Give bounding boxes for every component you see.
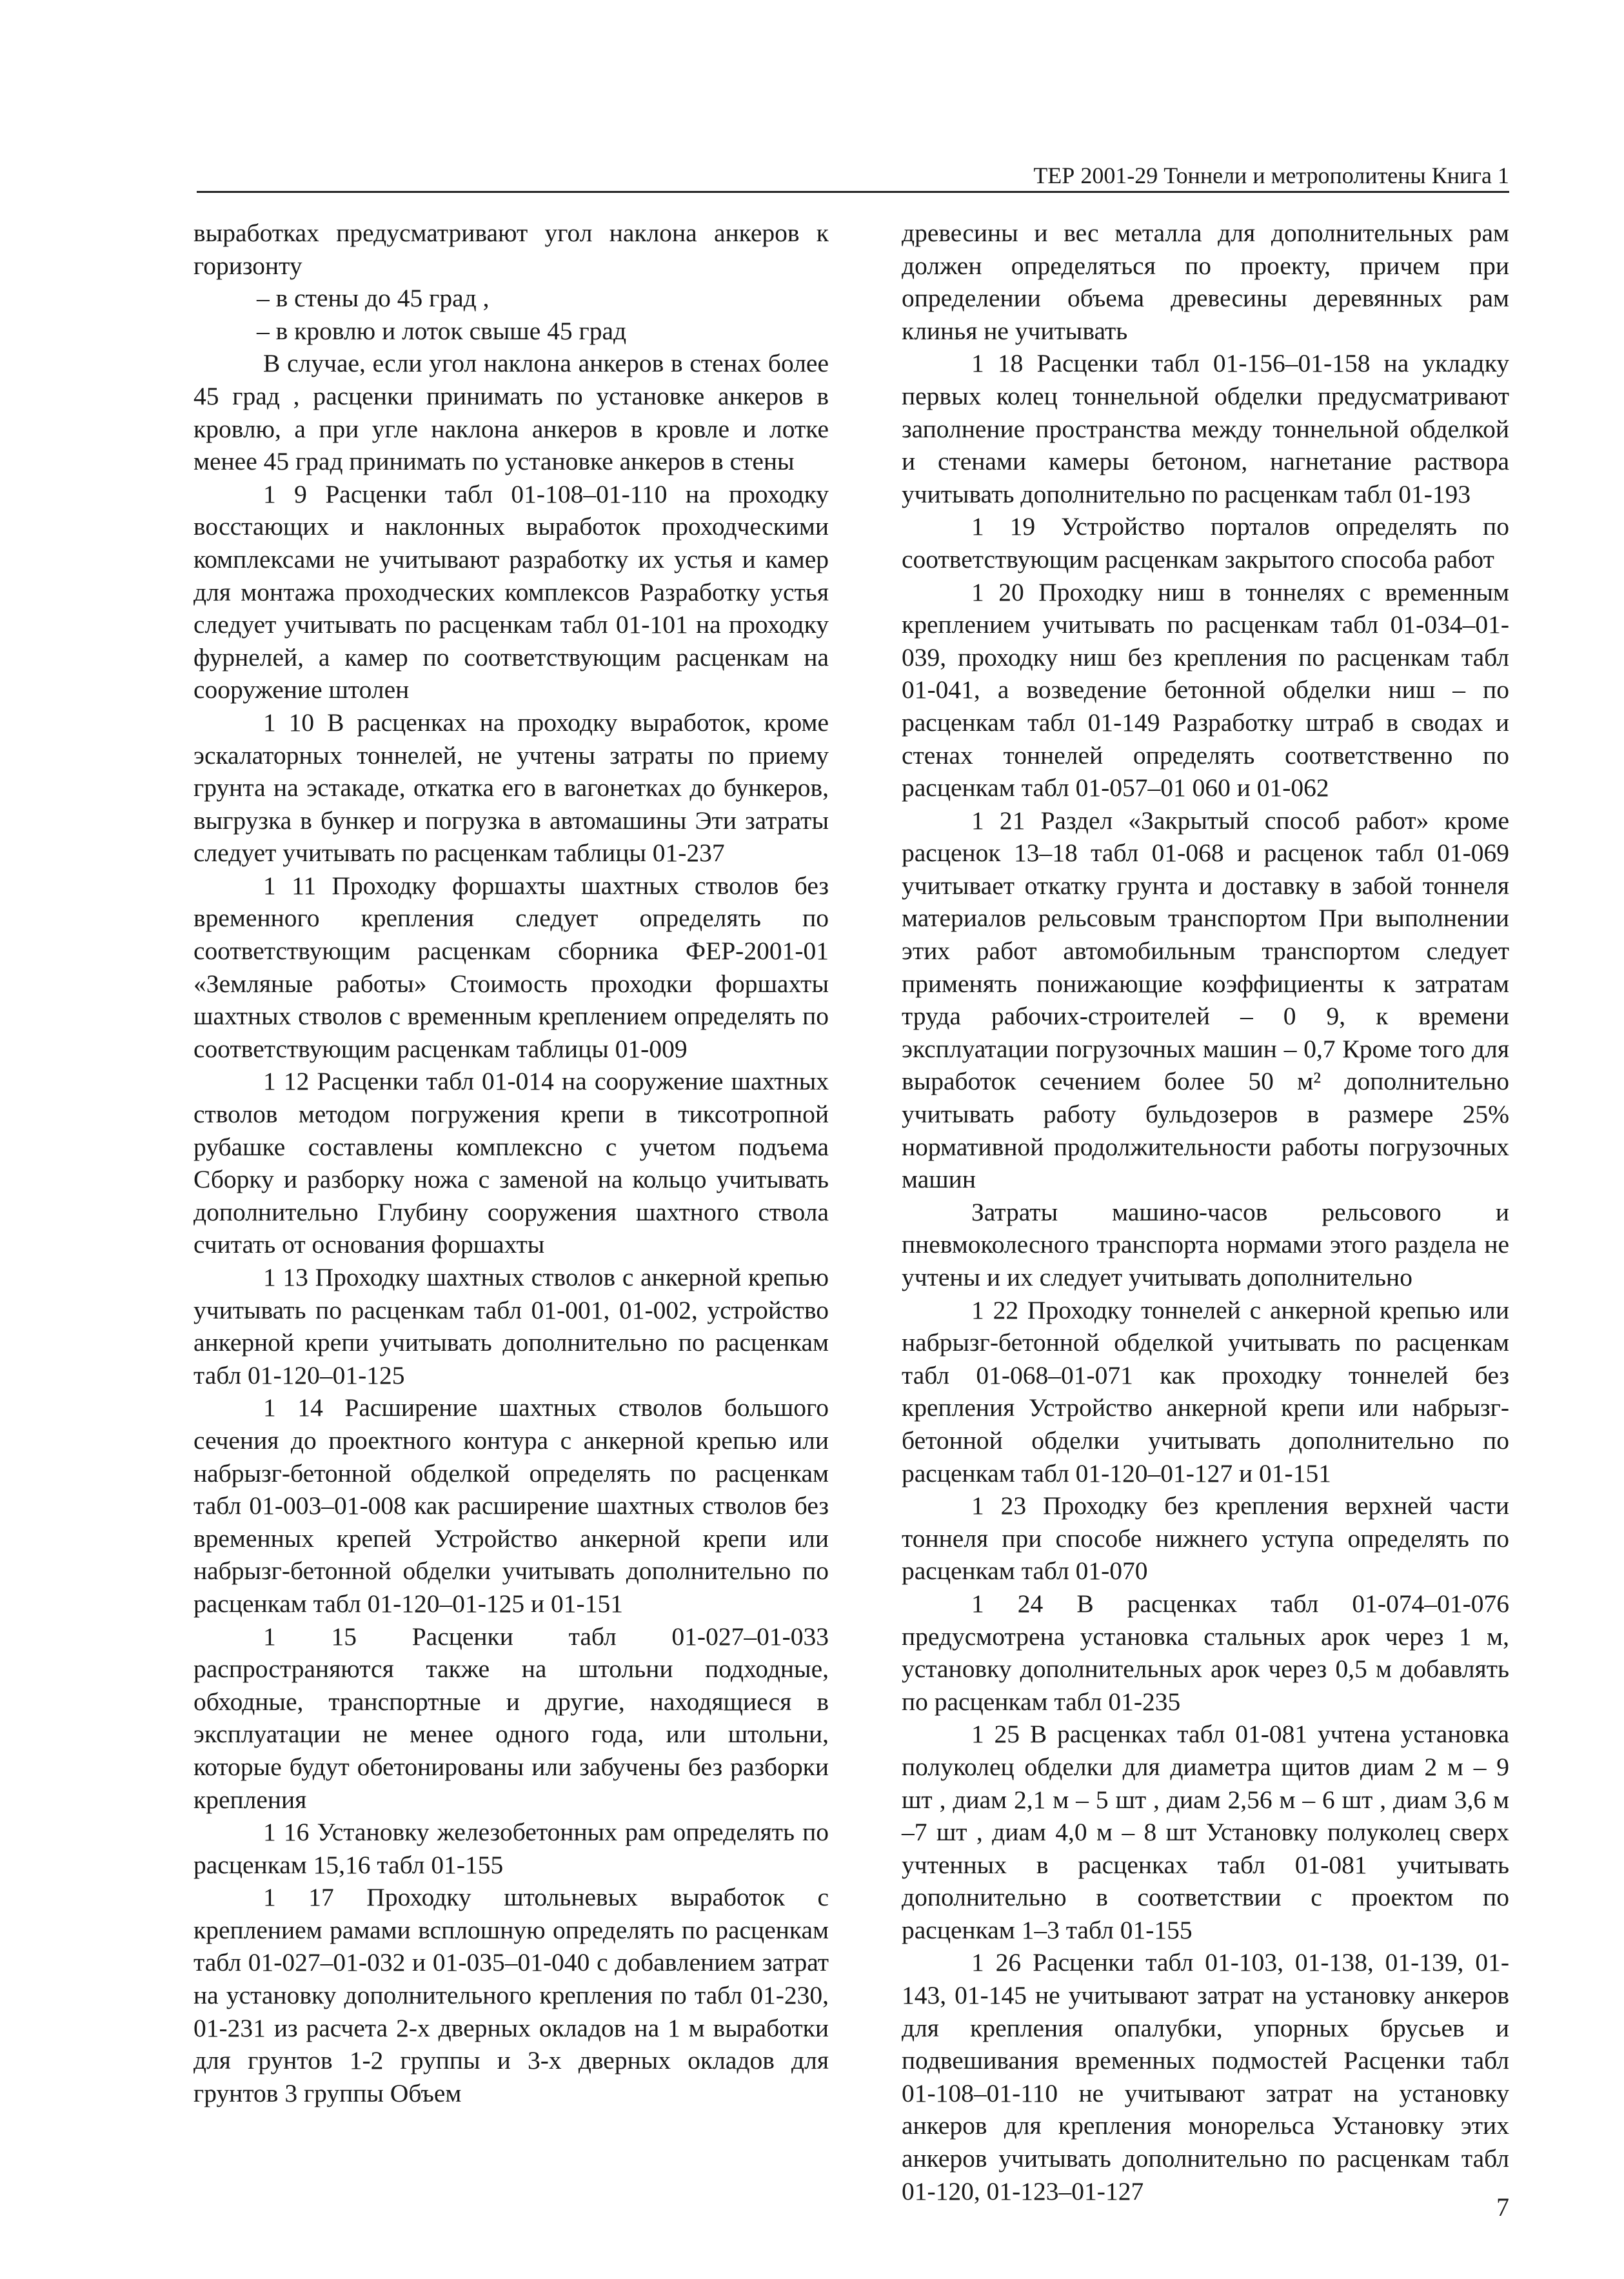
paragraph: 1 21 Раздел «Закрытый способ работ» кроме расценок 13–18 табл 01-068 и расценок табл 01-069 учитывает откатку грунта и доставку в забой тоннеля материалов рельсовым транспортом При выполнении этих работ автомобильным транспортом следует применять понижающие коэффициенты к затратам труда рабочих-строителей – 0 9, к времени эксплуатации погрузочных машин – 0,7 Кроме того для выработок сечением более 50 м² дополнительно учитывать работу бульдозеров в размере 25% нормативной продолжительности работы погрузочных машин (902, 806, 1509, 1194)
paragraph: 1 18 Расценки табл 01-156–01-158 на укладку первых колец тоннельной обделки предусматривают заполнение пространства между тоннельной обделкой и стенами камеры бетоном, нагнетание раствора учитывать дополнительно по расценкам табл 01-193 (902, 349, 1509, 508)
running-header: ТЕР 2001-29 Тоннели и метрополитены Книга 1 (1033, 163, 1509, 188)
paragraph: 1 12 Расценки табл 01-014 на сооружение шахтных стволов методом погружения крепи в тиксотропной рубашке составлены комплексно с учетом подъема Сборку и разборку ножа с заменой на кольцо учитывать дополнительно Глубину сооружения шахтного ствола считать от основания форшахты (193, 1067, 829, 1259)
paragraph: 1 17 Проходку штольневых выработок с креплением рамами всплошную определять по расценкам табл 01-027–01-032 и 01-035–01-040 с добавлением затрат на установку дополнительного крепления по табл 01-230, 01-231 из расчета 2-х дверных окладов на 1 м выработки для грунтов 1-2 группы и 3-х дверных окладов для грунтов 3 группы Объем (193, 1883, 829, 2107)
paragraph: 1 10 В расценках на проходку выработок, кроме эскалаторных тоннелей, не учтены затраты по приему грунта на эстакаде, откатка его в вагонетках до бункеров, выгрузка в бункер и погрузка в автомашины Эти затраты следует учитывать по расценкам таблицы 01-237 (193, 708, 829, 868)
paragraph: 1 19 Устройство порталов определять по соответствующим расценкам закрытого способа работ (902, 512, 1509, 573)
header-rule (197, 191, 1509, 193)
paragraph: 1 11 Проходку форшахты шахтных стволов без временного крепления следует определять по соответствующим расценкам сборника ФЕР-2001-01 «Земляные работы» Стоимость проходки форшахты шахтных стволов с временным креплением определять по соответствующим расценкам таблицы 01-009 (193, 871, 829, 1063)
paragraph: 1 25 В расценках табл 01-081 учтена установка полуколец обделки для диаметра щитов диам 2 м – 9 шт , диам 2,1 м – 5 шт , диам 2,56 м – 6 шт , диам 3,6 м –7 шт , диам 4,0 м – 8 шт Установку полуколец сверх учтенных в расценках табл 01-081 учитывать дополнительно в соответствии с проектом по расценкам 1–3 табл 01-155 (902, 1720, 1509, 1944)
page-number: 7 (1496, 2193, 1509, 2222)
paragraph: 1 9 Расценки табл 01-108–01-110 на проходку восстающих и наклонных выработок проходческими комплексами не учитывают разработку их устья и камер для монтажа проходческих комплексов Разработку устья следует учитывать по расценкам табл 01-101 на проходку фурнелей, а камер по соответствующим расценкам на сооружение штолен (193, 479, 829, 704)
paragraph: 1 23 Проходку без крепления верхней части тоннеля при способе нижнего уступа определять по расценкам табл 01-070 (902, 1491, 1509, 1586)
paragraph: 1 24 В расценках табл 01-074–01-076 предусмотрена установка стальных арок через 1 м, установку дополнительных арок через 0,5 м добавлять по расценкам табл 01-235 (902, 1589, 1509, 1716)
paragraph: В случае, если угол наклона анкеров в стенах более 45 град , расценки принимать по установке анкеров в кровлю, а при угле наклона анкеров в кровле и лотке менее 45 град принимать по установке анкеров в стены (193, 349, 829, 476)
right-column (902, 217, 1509, 2207)
list-item: – в кровлю и лоток свыше 45 град (257, 316, 627, 345)
paragraph: 1 22 Проходку тоннелей с анкерной крепью или набрызг-бетонной обделкой учитывать по расценкам табл 01-068–01-071 как проходку тоннелей без крепления Устройство анкерной крепи или набрызг-бетонной обделки учитывать дополнительно по расценкам табл 01-120–01-127 и 01-151 (902, 1295, 1509, 1488)
paragraph: выработках предусматривают угол наклона анкеров к горизонту (193, 219, 829, 280)
paragraph: 1 15 Расценки табл 01-027–01-033 распространяются также на штольни подходные, обходные, транспортные и другие, находящиеся в эксплуатации не менее одного года, или штольни, которые будут обетонированы или забучены без разборки крепления (193, 1622, 829, 1814)
left-column (193, 217, 829, 2109)
paragraph: 1 26 Расценки табл 01-103, 01-138, 01-139, 01-143, 01-145 не учитывают затрат на установку анкеров для крепления опалубки, упорных брусьев и подвешивания временных подмостей Расценки табл 01-108–01-110 не учитывают затрат на установку анкеров для крепления монорельса Установку этих анкеров учитывать дополнительно по расценкам табл 01-120, 01-123–01-127 (902, 1948, 1509, 2205)
paragraph: древесины и вес металла для дополнительных рам должен определяться по проекту, причем при определении объема древесины деревянных рам клинья не учитывать (902, 219, 1509, 345)
paragraph: 1 16 Установку железобетонных рам определять по расценкам 15,16 табл 01-155 (193, 1818, 829, 1879)
paragraph: 1 20 Проходку ниш в тоннелях с временным креплением учитывать по расценкам табл 01-034–01-039, проходку ниш без крепления по расценкам табл 01-041, а возведение бетонной обделки ниш – по расценкам табл 01-149 Разработку штраб в сводах и стенах тоннелей определять соответственно по расценкам табл 01-057–01 060 и 01-062 (902, 577, 1509, 802)
list-item: – в стены до 45 град , (257, 284, 490, 313)
paragraph: 1 13 Проходку шахтных стволов с анкерной крепью учитывать по расценкам табл 01-001, 01-002, устройство анкерной крепи учитывать дополнительно по расценкам табл 01-120–01-125 (193, 1263, 829, 1389)
paragraph: Затраты машино-часов рельсового и пневмоколесного транспорта нормами этого раздела не учтены и их следует учитывать дополнительно (902, 1197, 1509, 1291)
paragraph: 1 14 Расширение шахтных стволов большого сечения до проектного контура с анкерной крепью или набрызг-бетонной обделкой определять по расценкам табл 01-003–01-008 как расширение шахтных стволов без временных крепей Устройство анкерной крепи или набрызг-бетонной обделки учитывать дополнительно по расценкам табл 01-120–01-125 и 01-151 (193, 1393, 829, 1618)
